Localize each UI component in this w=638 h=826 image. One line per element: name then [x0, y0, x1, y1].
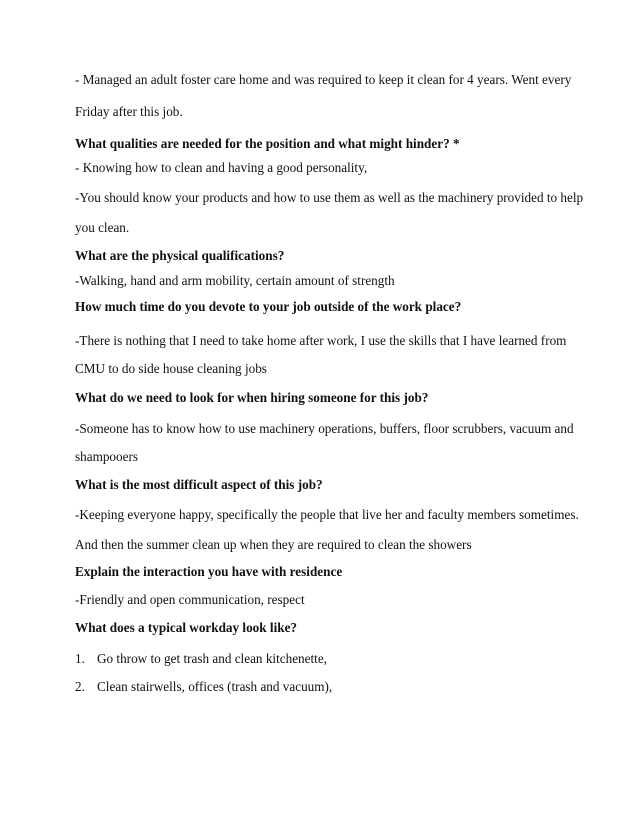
answer-text: - Managed an adult foster care home and was required to keep it clean for 4 years. Went every: [75, 72, 572, 87]
list-item-text: Clean stairwells, offices (trash and vacuum),: [97, 679, 333, 694]
answer-text: Friday after this job.: [75, 104, 183, 119]
answer-text: -There is nothing that I need to take home after work, I use the skills that I have learned from: [75, 333, 567, 348]
question-heading: What is the most difficult aspect of this job?: [75, 477, 323, 492]
answer-text: CMU to do side house cleaning jobs: [75, 361, 267, 376]
answer-text: -Walking, hand and arm mobility, certain amount of strength: [75, 273, 395, 288]
answer-text: And then the summer clean up when they are required to clean the showers: [75, 537, 472, 552]
question-heading: What does a typical workday look like?: [75, 620, 298, 635]
question-heading: What qualities are needed for the position and what might hinder? *: [75, 136, 460, 151]
list-item-text: Go throw to get trash and clean kitchenette,: [97, 651, 327, 666]
answer-text: - Knowing how to clean and having a good personality,: [75, 160, 368, 175]
answer-text: -Someone has to know how to use machinery operations, buffers, floor scrubbers, vacuum and: [75, 421, 574, 436]
question-heading: What are the physical qualifications?: [75, 248, 285, 263]
answer-text: shampooers: [75, 449, 138, 464]
question-heading: What do we need to look for when hiring someone for this job?: [75, 390, 429, 405]
answer-text: -Keeping everyone happy, specifically the people that live her and faculty members sometimes.: [75, 507, 579, 522]
list-item: [75, 679, 575, 695]
list-item-number: 2.: [75, 679, 85, 694]
list-item: [75, 651, 575, 667]
question-heading: Explain the interaction you have with residence: [75, 564, 343, 579]
list-item-number: 1.: [75, 651, 85, 666]
answer-text: you clean.: [75, 220, 130, 235]
answer-text: -You should know your products and how to use them as well as the machinery provided to help: [75, 190, 584, 205]
answer-text: -Friendly and open communication, respect: [75, 592, 305, 607]
question-heading: How much time do you devote to your job outside of the work place?: [75, 299, 462, 314]
